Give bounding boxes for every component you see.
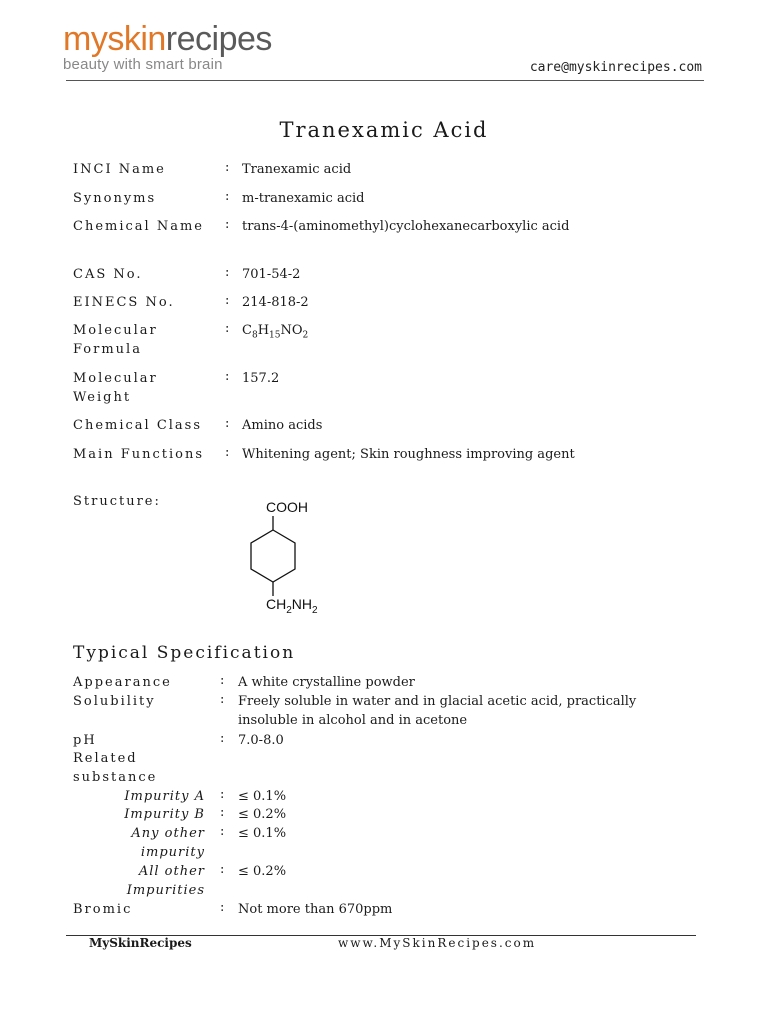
spec-value: ≤ 0.1% (238, 789, 287, 804)
colon: : (225, 265, 230, 280)
colon: : (225, 293, 230, 308)
chemical-structure (240, 496, 350, 624)
property-label: EINECS No. (73, 295, 175, 310)
contact-email[interactable]: care@myskinrecipes.com (529, 60, 702, 75)
structure-diagram (240, 496, 350, 620)
colon: : (225, 321, 230, 336)
property-value: 214-818-2 (242, 295, 309, 310)
spec-label: Related substance (73, 751, 158, 785)
property-label: Synonyms (73, 191, 157, 206)
property-value: Tranexamic acid (242, 162, 352, 177)
spec-label: Appearance (73, 675, 172, 690)
spec-value: Not more than 670ppm (238, 902, 393, 917)
property-label: CAS No. (73, 267, 143, 282)
spec-value: ≤ 0.1% (238, 826, 287, 841)
colon: : (225, 217, 230, 232)
colon: : (225, 416, 230, 431)
colon: : (220, 862, 225, 877)
spec-label: Solubility (73, 694, 156, 709)
colon: : (225, 160, 230, 175)
property-value: 701-54-2 (242, 267, 301, 282)
property-label: Molecular Weight (73, 371, 158, 405)
footer-website[interactable]: www.MySkinRecipes.com (338, 936, 537, 950)
molecular-formula: $C_8H_{15}NO_2$ (242, 323, 309, 341)
brand-logo (63, 22, 272, 73)
property-value: trans-4-(aminomethyl)cyclohexanecarboxylic acid (242, 219, 570, 234)
structure-top-group: COOH (266, 499, 308, 515)
property-label: Structure: (73, 494, 161, 509)
colon: : (225, 189, 230, 204)
colon: : (220, 673, 225, 688)
spec-value: 7.0-8.0 (238, 733, 284, 748)
property-value: m-tranexamic acid (242, 191, 365, 206)
property-value: Amino acids (242, 418, 323, 433)
colon: : (220, 787, 225, 802)
property-label: Molecular Formula (73, 323, 158, 357)
colon: : (220, 900, 225, 915)
colon: : (225, 445, 230, 460)
page-title: Tranexamic Acid (279, 118, 489, 142)
spec-label: Any other impurity (131, 826, 205, 860)
structure-bottom-group: $CH_2NH_2$ (266, 596, 318, 616)
spec-value: ≤ 0.2% (238, 807, 287, 822)
spec-label: Impurity A (124, 789, 205, 804)
brand-name: myskinrecipes (63, 20, 272, 58)
header-divider (66, 80, 704, 81)
colon: : (220, 824, 225, 839)
property-label: INCI Name (73, 162, 166, 177)
property-label: Main Functions (73, 447, 205, 462)
colon: : (225, 369, 230, 384)
colon: : (220, 731, 225, 746)
spec-value: Freely soluble in water and in glacial acetic acid, practically insoluble in alcohol and in acetone (238, 694, 637, 728)
spec-label: pH (73, 733, 97, 748)
spec-label: Impurity B (124, 807, 205, 822)
brand-tagline: beauty with smart brain (63, 56, 223, 73)
spec-label: All other Impurities (126, 864, 205, 898)
property-label: Chemical Name (73, 219, 204, 234)
footer-brand: MySkinRecipes (89, 936, 192, 950)
property-value: Whitening agent; Skin roughness improving agent (242, 447, 575, 462)
spec-value: A white crystalline powder (238, 675, 415, 690)
property-value: 157.2 (242, 371, 280, 386)
spec-label: Bromic (73, 902, 133, 917)
colon: : (220, 805, 225, 820)
spec-value: ≤ 0.2% (238, 864, 287, 879)
colon: : (220, 692, 225, 707)
property-label: Chemical Class (73, 418, 203, 433)
spec-heading: Typical Specification (73, 643, 296, 663)
